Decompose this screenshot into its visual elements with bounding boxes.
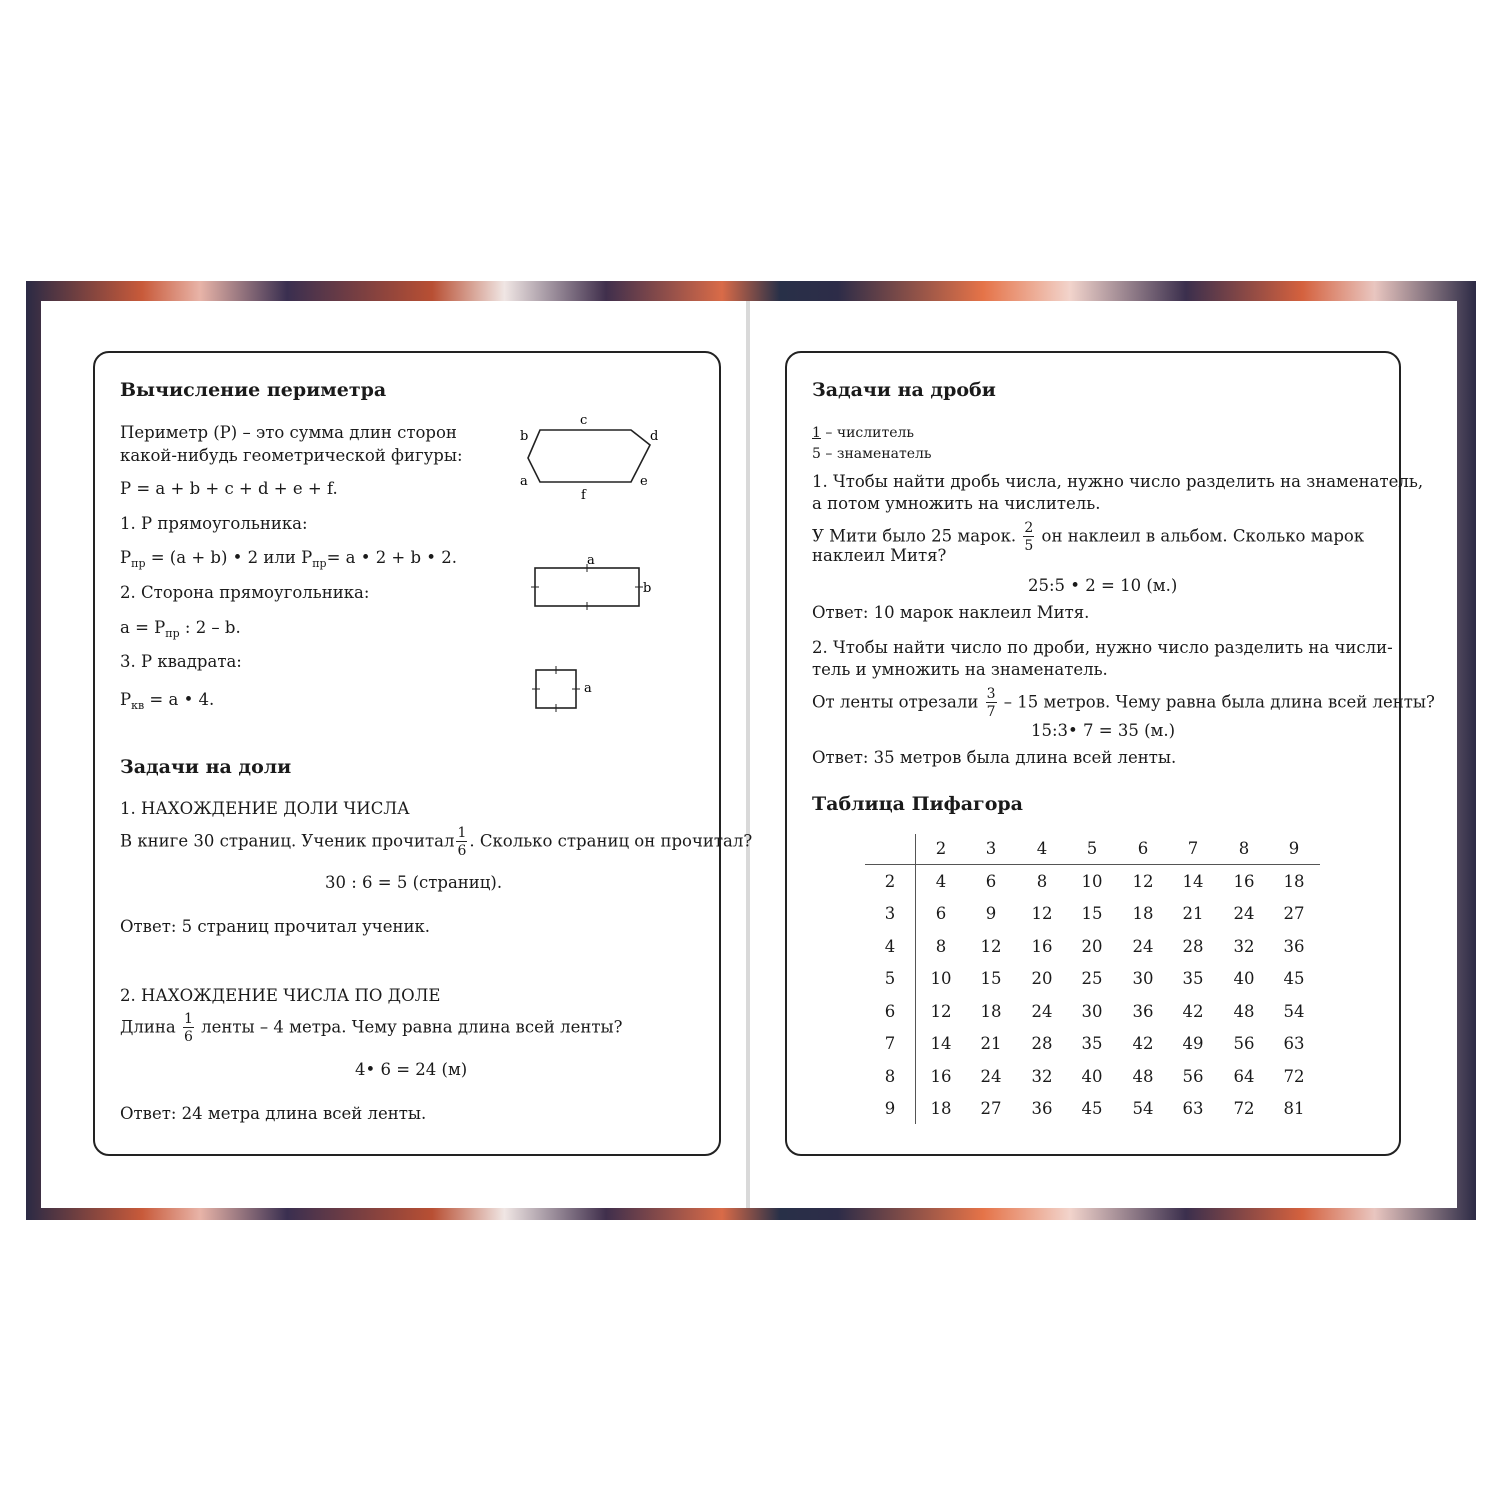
- table-cell: 18: [1132, 904, 1154, 923]
- pythagoras-title: Таблица Пифагора: [812, 793, 1023, 815]
- square-label-a: a: [584, 681, 592, 696]
- square-figure: [528, 662, 608, 717]
- fraction-rule2-line1: 2. Чтобы найти число по дроби, нужно число разделить на числи-: [812, 638, 1393, 657]
- table-cell: 28: [1182, 936, 1204, 956]
- table-header-cell: 5: [1086, 839, 1098, 858]
- perimeter-definition-line2: какой-нибудь геометрической фигуры:: [120, 446, 463, 465]
- fraction-example1-line2: наклеил Митя?: [812, 546, 947, 565]
- denominator-digit: 5: [812, 446, 821, 462]
- table-row-label: 5: [884, 969, 896, 988]
- table-cell: 8: [1036, 871, 1048, 891]
- perimeter-formula: Р = a + b + c + d + e + f.: [120, 479, 338, 498]
- table-cell: 56: [1182, 1066, 1204, 1086]
- table-cell: 15: [980, 969, 1002, 988]
- formula-subscript: пр: [165, 627, 180, 640]
- table-row-label: 3: [884, 904, 896, 923]
- table-cell: 81: [1283, 1099, 1305, 1118]
- rectangle-shape: [535, 568, 639, 606]
- numerator-text: – числитель: [825, 425, 915, 441]
- table-row-label: 8: [884, 1066, 896, 1086]
- table-cell: 16: [1233, 871, 1255, 891]
- rectangle-perimeter-heading: 1. Р прямоугольника:: [120, 514, 308, 533]
- fraction-numerator: 3: [986, 686, 996, 702]
- table-row-label: 9: [884, 1099, 896, 1118]
- fraction-rule1-line1: 1. Чтобы найти дробь числа, нужно число разделить на знаменатель,: [812, 472, 1424, 491]
- fraction-example2-line: [812, 687, 1435, 719]
- table-cell: 6: [935, 904, 947, 923]
- table-cell: 20: [1031, 969, 1053, 988]
- hexagon-label-b: b: [520, 429, 529, 444]
- text-part: ленты – 4 метра. Чему равна длина всей ленты?: [201, 1017, 623, 1037]
- shares-title: Задачи на доли: [120, 756, 292, 778]
- hexagon-label-e: e: [640, 474, 648, 489]
- fraction-example1-answer: Ответ: 10 марок наклеил Митя.: [812, 603, 1090, 622]
- table-cell: 16: [1031, 936, 1053, 956]
- table-cell: 18: [930, 1099, 952, 1118]
- text-part: В книге 30 страниц. Ученик прочитал: [120, 831, 455, 851]
- table-row-label: 6: [884, 1001, 896, 1021]
- fraction-numerator: 1: [457, 825, 467, 841]
- table-cell: 32: [1031, 1066, 1053, 1086]
- share-task1-text: [120, 826, 752, 858]
- table-cell: 12: [1031, 904, 1053, 923]
- book-spine: [746, 301, 750, 1208]
- table-header-cell: 8: [1238, 839, 1250, 858]
- hexagon-label-f: f: [581, 488, 586, 503]
- fraction-numerator: 2: [1024, 520, 1034, 536]
- formula-part: = a • 2 + b • 2.: [326, 548, 458, 567]
- table-cell: 45: [1081, 1099, 1103, 1118]
- formula-part: Р: [120, 690, 132, 709]
- table-cell: 54: [1283, 1001, 1305, 1021]
- fraction-denominator: 5: [1024, 538, 1034, 554]
- perimeter-definition-line1: Периметр (Р) – это сумма длин сторон: [120, 423, 457, 442]
- share-task2-calculation: 4• 6 = 24 (м): [355, 1060, 468, 1079]
- table-cell: 36: [1283, 936, 1305, 956]
- table-header-cell: 3: [985, 839, 997, 858]
- rectangle-side-heading: 2. Сторона прямоугольника:: [120, 583, 370, 602]
- formula-part: = (a + b) • 2 или Р: [145, 548, 313, 567]
- text-part: он наклеил в альбом. Сколько марок: [1041, 526, 1365, 546]
- table-cell: 42: [1132, 1034, 1154, 1053]
- table-cell: 14: [1182, 871, 1204, 891]
- formula-part: Р: [120, 548, 132, 567]
- table-cell: 24: [1233, 904, 1255, 923]
- table-cell: 12: [930, 1001, 952, 1021]
- share-task1-calculation: 30 : 6 = 5 (страниц).: [325, 873, 503, 892]
- table-cell: 42: [1182, 1001, 1204, 1021]
- table-cell: 63: [1283, 1034, 1305, 1053]
- square-perimeter-formula: [120, 690, 214, 716]
- square-perimeter-heading: 3. Р квадрата:: [120, 652, 242, 671]
- denominator-text: – знаменатель: [825, 446, 932, 462]
- table-header-cell: 9: [1288, 839, 1300, 858]
- table-cell: 18: [980, 1001, 1002, 1021]
- fraction-example2-answer: Ответ: 35 метров была длина всей ленты.: [812, 748, 1177, 767]
- hexagon-label-d: d: [650, 429, 659, 444]
- table-cell: 36: [1031, 1099, 1053, 1118]
- formula-subscript: пр: [131, 557, 146, 570]
- table-row-label: 7: [884, 1034, 896, 1053]
- table-row-label: 4: [884, 936, 896, 956]
- share-task2-title: 2. НАХОЖДЕНИЕ ЧИСЛА ПО ДОЛЕ: [120, 986, 441, 1005]
- fraction: [1023, 521, 1034, 553]
- numerator-digit: 1: [812, 425, 821, 441]
- table-cell: 35: [1081, 1034, 1103, 1053]
- table-cell: 32: [1233, 936, 1255, 956]
- formula-part: : 2 – b.: [179, 618, 241, 637]
- table-header-rule: [865, 864, 1320, 865]
- table-cell: 30: [1132, 969, 1154, 988]
- fraction-example2-calculation: 15:3• 7 = 35 (м.): [1031, 721, 1176, 740]
- fraction: [183, 1012, 194, 1044]
- table-cell: 14: [930, 1034, 952, 1053]
- fraction-rule2-line2: тель и умножить на знаменатель.: [812, 660, 1108, 679]
- rectangle-figure: [525, 550, 665, 620]
- table-cell: 64: [1233, 1066, 1255, 1086]
- table-cell: 9: [985, 904, 997, 923]
- table-header-cell: 6: [1137, 839, 1149, 858]
- rectangle-label-b: b: [643, 581, 652, 596]
- table-cell: 63: [1182, 1099, 1204, 1118]
- hexagon-figure: [510, 408, 670, 508]
- text-part: От ленты отрезали: [812, 692, 979, 712]
- pythagoras-table: [865, 834, 1320, 1124]
- table-cell: 48: [1132, 1066, 1154, 1086]
- rectangle-side-formula: [120, 618, 241, 644]
- table-cell: 18: [1283, 871, 1305, 891]
- table-header-cell: 7: [1187, 839, 1199, 858]
- table-cell: 28: [1031, 1034, 1053, 1053]
- table-cell: 24: [980, 1066, 1002, 1086]
- hexagon-shape: [528, 430, 650, 482]
- table-cell: 12: [1132, 871, 1154, 891]
- table-cell: 15: [1081, 904, 1103, 923]
- text-part: – 15 метров. Чему равна была длина всей ленты?: [1003, 692, 1435, 712]
- fraction-denominator: 6: [183, 1029, 193, 1045]
- table-cell: 48: [1233, 1001, 1255, 1021]
- table-cell: 72: [1233, 1099, 1255, 1118]
- share-task1-title: 1. НАХОЖДЕНИЕ ДОЛИ ЧИСЛА: [120, 799, 410, 818]
- table-cell: 24: [1132, 936, 1154, 956]
- formula-part: a = Р: [120, 618, 166, 637]
- text-part: Длина: [120, 1017, 176, 1037]
- table-cell: 6: [985, 871, 997, 891]
- table-cell: 10: [1081, 871, 1103, 891]
- table-column-rule: [915, 834, 916, 1124]
- table-header-cell: 4: [1036, 839, 1048, 858]
- rectangle-label-a: a: [587, 553, 595, 568]
- table-row-label: 2: [884, 871, 896, 891]
- table-cell: 21: [1182, 904, 1204, 923]
- table-cell: 72: [1283, 1066, 1305, 1086]
- table-cell: 40: [1233, 969, 1255, 988]
- square-shape: [536, 670, 576, 708]
- table-cell: 10: [930, 969, 952, 988]
- fraction-denominator: 6: [457, 843, 467, 859]
- table-cell: 35: [1182, 969, 1204, 988]
- hexagon-label-c: c: [580, 413, 588, 428]
- table-cell: 12: [980, 936, 1002, 956]
- fraction-example1-calculation: 25:5 • 2 = 10 (м.): [1028, 576, 1178, 595]
- table-cell: 16: [930, 1066, 952, 1086]
- fraction-numerator: 1: [183, 1011, 193, 1027]
- table-cell: 21: [980, 1034, 1002, 1053]
- fraction: [986, 687, 997, 719]
- fraction-denominator: 7: [986, 704, 996, 720]
- formula-part: = a • 4.: [144, 690, 215, 709]
- table-cell: 4: [935, 871, 947, 891]
- text-part: . Сколько страниц он прочитал?: [469, 831, 753, 851]
- table-cell: 24: [1031, 1001, 1053, 1021]
- table-cell: 54: [1132, 1099, 1154, 1118]
- table-header-cell: 2: [935, 839, 947, 858]
- formula-subscript: пр: [312, 557, 327, 570]
- table-cell: 56: [1233, 1034, 1255, 1053]
- table-cell: 36: [1132, 1001, 1154, 1021]
- table-cell: 49: [1182, 1034, 1204, 1053]
- table-cell: 40: [1081, 1066, 1103, 1086]
- table-cell: 27: [1283, 904, 1305, 923]
- fraction: [456, 826, 467, 858]
- fractions-title: Задачи на дроби: [812, 379, 996, 401]
- rectangle-perimeter-formula: [120, 548, 457, 574]
- share-task2-answer: Ответ: 24 метра длина всей ленты.: [120, 1104, 427, 1123]
- table-cell: 20: [1081, 936, 1103, 956]
- table-cell: 27: [980, 1099, 1002, 1118]
- numerator-legend: [812, 423, 914, 443]
- text-part: У Мити было 25 марок.: [812, 526, 1017, 546]
- table-cell: 30: [1081, 1001, 1103, 1021]
- denominator-legend: [812, 444, 932, 464]
- table-cell: 25: [1081, 969, 1103, 988]
- table-cell: 8: [935, 936, 947, 956]
- formula-subscript: кв: [131, 699, 145, 712]
- share-task1-answer: Ответ: 5 страниц прочитал ученик.: [120, 917, 431, 936]
- share-task2-text: [120, 1012, 622, 1044]
- fraction-rule1-line2: а потом умножить на числитель.: [812, 494, 1101, 513]
- hexagon-label-a: a: [520, 474, 528, 489]
- perimeter-title: Вычисление периметра: [120, 379, 387, 401]
- table-cell: 45: [1283, 969, 1305, 988]
